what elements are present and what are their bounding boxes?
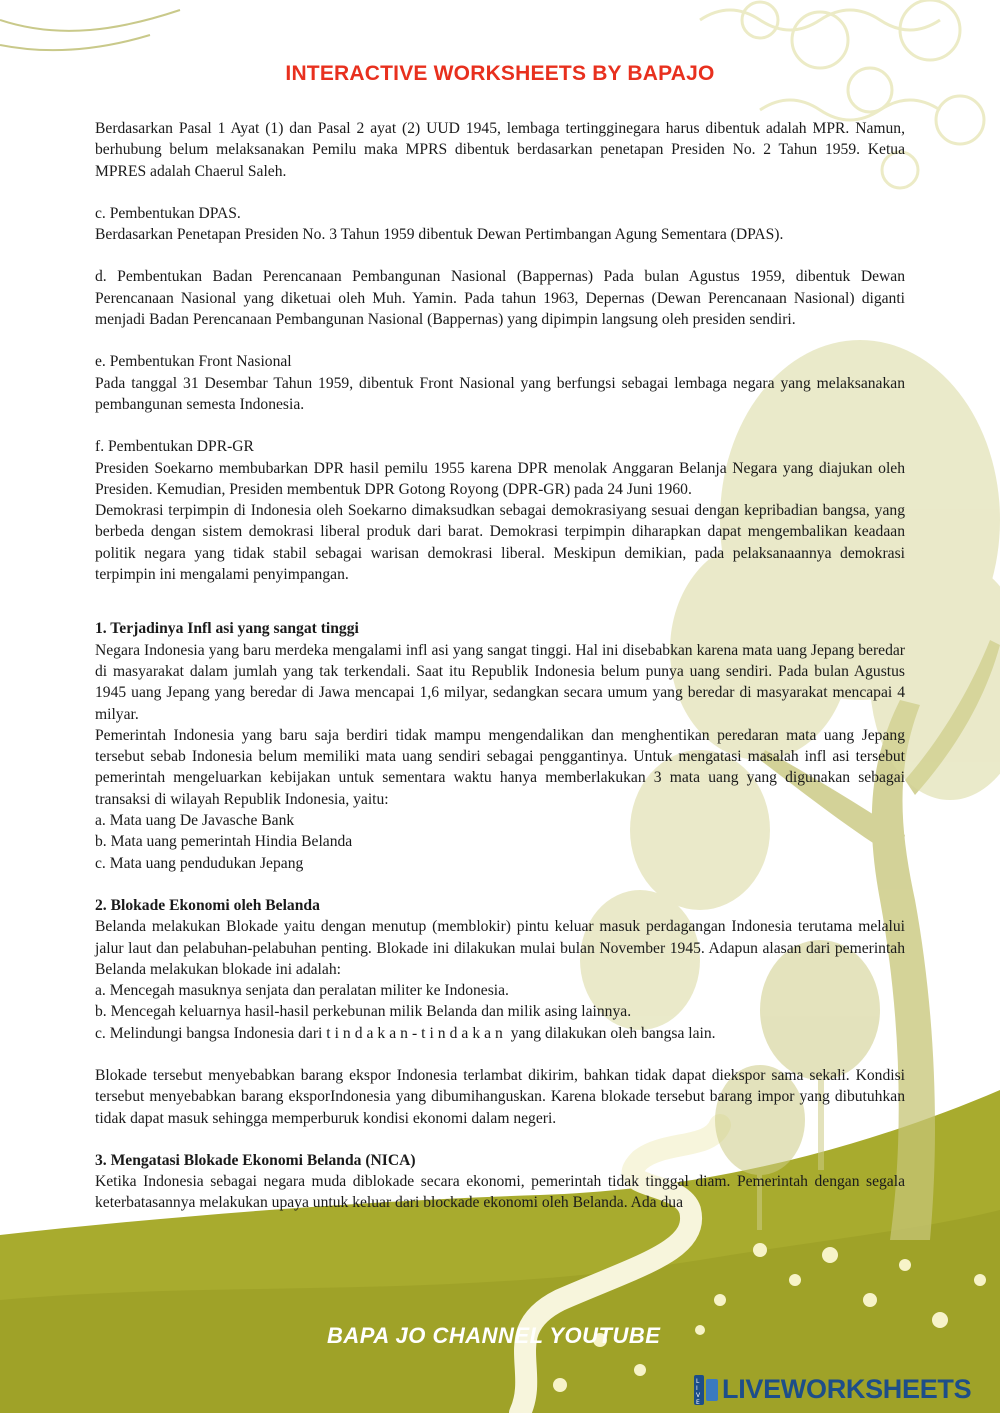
paragraph-dpr-gr: Presiden Soekarno membubarkan DPR hasil pemilu 1955 karena DPR menolak Anggaran Belanja Negara yang diajukan oleh Presiden. Kemudian, Presiden membentuk DPR Gotong Royong (DPR-GR) pada 24 Juni 1960. [95,459,905,498]
page-title: INTERACTIVE WORKSHEETS BY BAPAJO [285,62,715,85]
section-2-heading: 2. Blokade Ekonomi oleh Belanda [95,896,320,914]
document-body [95,118,905,1214]
logo-letter: I [696,1384,698,1392]
section-2-paragraph-2: Blokade tersebut menyebabkan barang ekspor Indonesia terlambat dikirim, bahkan tidak dapat diekspor sama sekali. Kondisi tersebut menyebabkan barang eksporIndonesia yang dibumihanguskan. Karena blokade tersebut barang impor yang dibutuhkan tidak dapat masuk sehingga memperburuk kondisi ekonomi dalam negeri. [95,1066,905,1127]
logo-letter: V [696,1391,701,1399]
list-item-c-spaced: tindakan-tindakan [326,1024,507,1042]
list-item: a. Mata uang De Javasche Bank [95,812,295,830]
logo-letter: L [696,1377,700,1385]
paragraph-mprs: Berdasarkan Pasal 1 Ayat (1) dan Pasal 2 ayat (2) UUD 1945, lembaga tertingginegara harus dibentuk adalah MPR. Namun, berhubung belum melaksanakan Pemilu maka MPRS dibentuk berdasarkan penetapan Presiden No. 2 Tahun 1959. Ketua MPRES adalah Chaerul Saleh. [95,120,905,180]
list-item: a. Mencegah masuknya senjata dan peralatan militer ke Indonesia. [95,982,509,1000]
heading-front-nasional: e. Pembentukan Front Nasional [95,353,292,371]
paragraph-demokrasi: Demokrasi terpimpin di Indonesia oleh Soekarno dimaksudkan sebagai demokrasiyang sesuai dengan kepribadian bangsa, yang berbeda dengan sistem demokrasi liberal produk dari barat. Demokrasi terpimpin diharapkan dapat mengembalikan keadaan politik negara yang tidak stabil sebagai warisan demokrasi liberal. Meskipun demikian, pada pelaksanaannya demokrasi terpimpin ini mengalami penyimpangan. [95,502,905,584]
list-item-c [95,1023,905,1044]
channel-caption: BAPA JO CHANNEL YOUTUBE [327,1323,661,1348]
section-1-paragraph-2: Pemerintah Indonesia yang baru saja berdiri tidak mampu mengendalikan dan menghentikan peredaran mata uang Jepang tersebut sebab Indonesia belum memiliki mata uang sendiri sebagai penggantinya. Untuk mengatasi masalah infl asi tersebut pemerintah mengeluarkan kebijakan untuk sementara waktu hanya memberlakukan 3 mata uang yang digunakan sebagai transaksi di wilayah Republik Indonesia, yaitu: [95,726,905,808]
top-left-decoration [0,10,180,50]
paragraph-dpas: Berdasarkan Penetapan Presiden No. 3 Tahun 1959 dibentuk Dewan Pertimbangan Agung Sementara (DPAS). [95,226,784,244]
paragraph-bappernas: d. Pembentukan Badan Perencanaan Pembangunan Nasional (Bappernas) Pada bulan Agustus 1959, dibentuk Dewan Perencanaan Nasional yang diketuai oleh Muh. Yamin. Pada tahun 1963, Depernas (Dewan Perencanaan Nasional) diganti menjadi Badan Perencanaan Pembangunan Nasional (Bappernas) yang dipimpin langsung oleh presiden sendiri. [95,268,905,329]
paragraph-front-nasional: Pada tanggal 31 Desembar Tahun 1959, dibentuk Front Nasional yang berfungsi sebagai lembaga negara yang melaksanakan pembangunan semesta Indonesia. [95,374,905,413]
section-1-heading: 1. Terjadinya Infl asi yang sangat tinggi [95,620,359,638]
list-item-c-prefix: c. Melindungi bangsa Indonesia dari [95,1024,327,1042]
section-2-paragraph-1: Belanda melakukan Blokade yaitu dengan menutup (memblokir) pintu keluar masuk perdagangan Indonesia terutama melalui jalur laut dan pelabuhan-pelabuhan penting. Blokade ini dilakukan mulai bulan November 1945. Adapun alasan dari pemerintah Belanda melakukan blokade ini adalah: [95,918,905,978]
list-item: c. Mata uang pendudukan Jepang [95,854,304,872]
section-3-heading: 3. Mengatasi Blokade Ekonomi Belanda (NICA) [95,1151,416,1169]
section-1-paragraph-1: Negara Indonesia yang baru merdeka mengalami infl asi yang sangat tinggi. Hal ini disebabkan karena mata uang Jepang beredar di masyarakat dalam jumlah yang tak terkendali. Saat itu Republik Indonesia belum punya uang sendiri. Pada bulan Agustus 1945 uang Jepang yang beredar di Jawa mencapai 1,6 milyar, sedangkan secara umum yang beredar di masyarakat mencapai 4 milyar. [95,641,905,723]
list-item: b. Mencegah keluarnya hasil-hasil perkebunan milik Belanda dan milik asing lainnya. [95,1003,632,1021]
logo-letter: E [696,1398,700,1405]
heading-dpr-gr: f. Pembentukan DPR-GR [95,438,254,456]
heading-dpas: c. Pembentukan DPAS. [95,204,241,222]
section-3-paragraph-1: Ketika Indonesia sebagai negara muda diblokade secara ekonomi, pemerintah tidak tinggal diam. Pemerintah dengan segala keterbatasannya melakukan upaya untuk keluar dari blockade ekonomi oleh Belanda. Ada dua [95,1173,905,1212]
liveworksheets-logo[interactable] [694,1374,971,1405]
liveworksheets-icon [694,1375,718,1405]
list-item: b. Mata uang pemerintah Hindia Belanda [95,833,353,851]
list-item-c-suffix: yang dilakukan oleh bangsa lain. [506,1024,716,1042]
liveworksheets-wordmark: LIVEWORKSHEETS [722,1374,972,1404]
